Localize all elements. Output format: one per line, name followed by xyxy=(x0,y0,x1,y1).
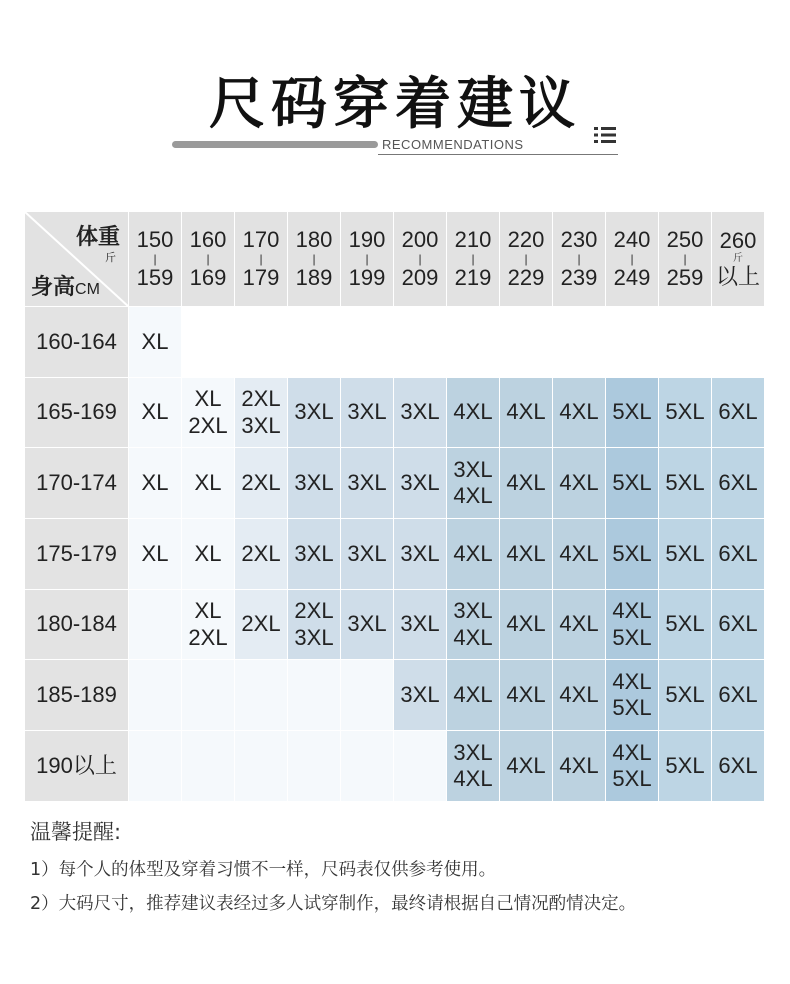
size-cell xyxy=(606,377,659,448)
size-cell xyxy=(659,377,712,448)
size-value: 4XL xyxy=(559,540,599,566)
range-separator: | xyxy=(365,252,369,266)
size-value: 4XL xyxy=(453,624,493,650)
size-value: 3XL xyxy=(347,540,387,566)
size-value: 4XL xyxy=(612,739,652,765)
weight-range-end: 以上 xyxy=(715,264,760,289)
size-row xyxy=(25,731,765,802)
weight-range-start: 160 xyxy=(189,226,227,252)
size-row xyxy=(25,448,765,519)
size-value: 2XL xyxy=(188,624,228,650)
size-cell xyxy=(394,731,447,802)
size-value: 3XL xyxy=(400,470,440,496)
height-label: 身高CM xyxy=(31,273,100,299)
height-range-cell: 170-174 xyxy=(25,448,129,519)
size-value: 2XL xyxy=(188,412,228,438)
weight-range-start: 260 xyxy=(719,227,757,253)
height-range-cell: 180-184 xyxy=(25,589,129,660)
size-cell xyxy=(553,660,606,731)
size-cell xyxy=(553,307,606,378)
size-value: XL xyxy=(141,328,169,354)
size-value: 6XL xyxy=(718,611,758,637)
size-value: 3XL xyxy=(294,470,334,496)
size-value: 3XL xyxy=(453,598,493,624)
size-value: 4XL xyxy=(506,752,546,778)
size-value: 5XL xyxy=(665,470,705,496)
weight-range-start: 220 xyxy=(507,226,545,252)
size-value: 3XL xyxy=(294,399,334,425)
size-cell xyxy=(500,589,553,660)
size-cell xyxy=(288,377,341,448)
size-cell xyxy=(447,519,500,590)
weight-range-end: 159 xyxy=(136,265,174,290)
weight-column-header xyxy=(712,212,765,307)
size-cell xyxy=(182,307,235,378)
page-title: 尺码穿着建议 xyxy=(209,72,581,137)
size-value: 4XL xyxy=(453,682,493,708)
weight-range-end: 229 xyxy=(507,265,545,290)
size-cell xyxy=(553,589,606,660)
size-value: 3XL xyxy=(400,399,440,425)
range-separator: | xyxy=(577,252,581,266)
size-row xyxy=(25,660,765,731)
size-cell xyxy=(606,731,659,802)
size-value: 3XL xyxy=(453,456,493,482)
weight-column-header xyxy=(659,212,712,307)
size-cell xyxy=(288,660,341,731)
size-cell xyxy=(182,519,235,590)
size-cell xyxy=(235,660,288,731)
size-value: 5XL xyxy=(665,399,705,425)
size-value: 5XL xyxy=(665,611,705,637)
size-cell xyxy=(129,377,182,448)
height-range-cell: 190以上 xyxy=(25,731,129,802)
size-cell xyxy=(129,660,182,731)
range-separator: | xyxy=(524,252,528,266)
height-range-cell: 165-169 xyxy=(25,377,129,448)
size-cell xyxy=(235,519,288,590)
range-separator: | xyxy=(259,252,263,266)
weight-range-start: 210 xyxy=(454,226,492,252)
size-cell xyxy=(659,660,712,731)
size-cell xyxy=(447,448,500,519)
size-cell xyxy=(659,307,712,378)
size-cell xyxy=(553,731,606,802)
size-value: 4XL xyxy=(453,483,493,509)
size-cell xyxy=(341,589,394,660)
weight-column-header xyxy=(341,212,394,307)
size-value: 3XL xyxy=(347,470,387,496)
size-cell xyxy=(712,307,765,378)
size-cell xyxy=(500,660,553,731)
size-cell xyxy=(394,448,447,519)
height-range-cell: 175-179 xyxy=(25,519,129,590)
size-cell xyxy=(447,307,500,378)
tips-title: 温馨提醒: xyxy=(30,820,122,844)
size-cell xyxy=(182,660,235,731)
size-cell xyxy=(129,307,182,378)
weight-range-end: 259 xyxy=(666,265,704,290)
size-value: 5XL xyxy=(612,470,652,496)
size-cell xyxy=(394,519,447,590)
size-cell xyxy=(341,731,394,802)
size-cell xyxy=(606,519,659,590)
size-cell xyxy=(394,660,447,731)
corner-header-cell xyxy=(25,212,129,307)
size-cell xyxy=(129,448,182,519)
size-value: XL xyxy=(141,399,169,425)
size-cell xyxy=(182,377,235,448)
size-value: 3XL xyxy=(347,611,387,637)
size-value: 4XL xyxy=(506,470,546,496)
size-cell xyxy=(500,448,553,519)
weight-unit: 斤 xyxy=(105,252,116,264)
size-cell xyxy=(500,377,553,448)
size-value: 6XL xyxy=(718,470,758,496)
size-cell xyxy=(712,660,765,731)
weight-column-header xyxy=(553,212,606,307)
size-value: 3XL xyxy=(241,412,281,438)
range-separator: | xyxy=(153,252,157,266)
size-value: 4XL xyxy=(559,752,599,778)
size-value: 4XL xyxy=(453,399,493,425)
size-cell xyxy=(182,731,235,802)
size-value: XL xyxy=(194,540,222,566)
range-separator: | xyxy=(630,252,634,266)
weight-column-header xyxy=(606,212,659,307)
size-cell xyxy=(341,448,394,519)
range-separator: | xyxy=(683,252,687,266)
size-value: 4XL xyxy=(506,540,546,566)
weight-range-start: 150 xyxy=(136,226,174,252)
size-value: 4XL xyxy=(559,470,599,496)
size-value: 5XL xyxy=(665,682,705,708)
weight-column-header xyxy=(235,212,288,307)
size-value: 4XL xyxy=(453,540,493,566)
size-value: 5XL xyxy=(665,540,705,566)
weight-column-header xyxy=(394,212,447,307)
tips-section xyxy=(30,816,636,924)
weight-range-end: 239 xyxy=(560,265,598,290)
size-cell xyxy=(447,589,500,660)
weight-range-end: 199 xyxy=(348,265,386,290)
size-cell xyxy=(394,377,447,448)
size-value: 5XL xyxy=(612,765,652,791)
size-cell xyxy=(659,589,712,660)
size-value: 2XL xyxy=(241,470,281,496)
size-cell xyxy=(129,731,182,802)
weight-column-header xyxy=(447,212,500,307)
size-cell xyxy=(712,519,765,590)
size-value: 3XL xyxy=(453,739,493,765)
size-value: 6XL xyxy=(718,540,758,566)
weight-column-header xyxy=(129,212,182,307)
size-cell xyxy=(394,589,447,660)
weight-range-start: 200 xyxy=(401,226,439,252)
range-separator: | xyxy=(471,252,475,266)
size-row xyxy=(25,377,765,448)
weight-range-end: 209 xyxy=(401,265,439,290)
weight-range-end: 189 xyxy=(295,265,333,290)
size-cell xyxy=(712,589,765,660)
size-cell xyxy=(553,448,606,519)
range-separator: | xyxy=(418,252,422,266)
size-cell xyxy=(447,731,500,802)
size-cell xyxy=(235,589,288,660)
size-cell xyxy=(500,307,553,378)
size-value: 4XL xyxy=(506,399,546,425)
size-cell xyxy=(712,731,765,802)
size-cell xyxy=(447,660,500,731)
size-value: 5XL xyxy=(612,695,652,721)
size-value: 5XL xyxy=(612,624,652,650)
size-cell xyxy=(606,307,659,378)
size-value: 3XL xyxy=(294,624,334,650)
weight-range-start: 230 xyxy=(560,226,598,252)
size-cell xyxy=(182,448,235,519)
size-cell xyxy=(235,448,288,519)
size-value: 4XL xyxy=(506,611,546,637)
size-cell xyxy=(553,519,606,590)
size-cell xyxy=(394,307,447,378)
size-value: 3XL xyxy=(400,611,440,637)
height-range-cell: 185-189 xyxy=(25,660,129,731)
size-cell xyxy=(500,731,553,802)
size-cell xyxy=(500,519,553,590)
weight-range-end: 219 xyxy=(454,265,492,290)
size-chart-table xyxy=(24,211,765,802)
size-value: 3XL xyxy=(347,399,387,425)
height-unit: CM xyxy=(75,280,100,298)
size-cell xyxy=(129,589,182,660)
size-value: 6XL xyxy=(718,682,758,708)
size-value: XL xyxy=(194,470,222,496)
size-cell xyxy=(659,519,712,590)
size-value: 3XL xyxy=(400,682,440,708)
weight-column-header xyxy=(500,212,553,307)
size-cell xyxy=(447,377,500,448)
size-cell xyxy=(129,519,182,590)
size-cell xyxy=(341,307,394,378)
size-cell xyxy=(288,307,341,378)
size-value: 4XL xyxy=(612,598,652,624)
header-row xyxy=(25,212,765,307)
weight-range-end: 249 xyxy=(613,265,651,290)
size-value: XL xyxy=(194,598,222,624)
menu-lines-icon xyxy=(594,127,616,143)
range-separator: | xyxy=(206,252,210,266)
size-cell xyxy=(235,377,288,448)
size-cell xyxy=(606,448,659,519)
weight-range-start: 170 xyxy=(242,226,280,252)
size-cell xyxy=(235,731,288,802)
size-value: 4XL xyxy=(559,682,599,708)
size-cell xyxy=(659,448,712,519)
size-value: 4XL xyxy=(559,399,599,425)
size-row xyxy=(25,307,765,378)
weight-range-start: 240 xyxy=(613,226,651,252)
size-row xyxy=(25,589,765,660)
size-cell xyxy=(288,731,341,802)
weight-range-start: 250 xyxy=(666,226,704,252)
title-decoration-bar xyxy=(172,141,378,148)
size-cell xyxy=(288,589,341,660)
size-cell xyxy=(182,589,235,660)
size-cell xyxy=(341,377,394,448)
size-cell xyxy=(606,589,659,660)
weight-unit: 斤 xyxy=(733,253,743,264)
weight-column-header xyxy=(288,212,341,307)
size-cell xyxy=(712,448,765,519)
size-value: 4XL xyxy=(453,765,493,791)
weight-range-start: 180 xyxy=(295,226,333,252)
size-value: 4XL xyxy=(612,668,652,694)
weight-label: 体重 xyxy=(75,224,120,249)
page-subtitle: RECOMMENDATIONS xyxy=(378,137,618,155)
size-cell xyxy=(288,519,341,590)
size-value: 2XL xyxy=(241,540,281,566)
size-value: 2XL xyxy=(241,611,281,637)
size-cell xyxy=(235,307,288,378)
size-cell xyxy=(288,448,341,519)
size-cell xyxy=(553,377,606,448)
size-value: 3XL xyxy=(400,540,440,566)
range-separator: | xyxy=(312,252,316,266)
size-cell xyxy=(341,519,394,590)
size-value: 2XL xyxy=(241,386,281,412)
size-value: XL xyxy=(141,540,169,566)
height-range-cell: 160-164 xyxy=(25,307,129,378)
weight-range-end: 179 xyxy=(242,265,280,290)
size-value: 4XL xyxy=(506,682,546,708)
size-value: 5XL xyxy=(665,752,705,778)
size-row xyxy=(25,519,765,590)
size-cell xyxy=(659,731,712,802)
size-cell xyxy=(712,377,765,448)
weight-range-end: 169 xyxy=(189,265,227,290)
size-value: 4XL xyxy=(559,611,599,637)
size-value: 3XL xyxy=(294,540,334,566)
size-value: 5XL xyxy=(612,540,652,566)
size-value: XL xyxy=(141,470,169,496)
tip-line: 1）每个人的体型及穿着习惯不一样，尺码表仅供参考使用。 xyxy=(30,860,497,880)
weight-range-start: 190 xyxy=(348,226,386,252)
size-cell xyxy=(341,660,394,731)
size-value: 2XL xyxy=(294,598,334,624)
tip-line: 2）大码尺寸，推荐建议表经过多人试穿制作，最终请根据自己情况酌情决定。 xyxy=(30,894,637,914)
size-cell xyxy=(606,660,659,731)
size-value: 5XL xyxy=(612,399,652,425)
size-value: 6XL xyxy=(718,752,758,778)
size-value: 6XL xyxy=(718,399,758,425)
size-value: XL xyxy=(194,386,222,412)
weight-column-header xyxy=(182,212,235,307)
